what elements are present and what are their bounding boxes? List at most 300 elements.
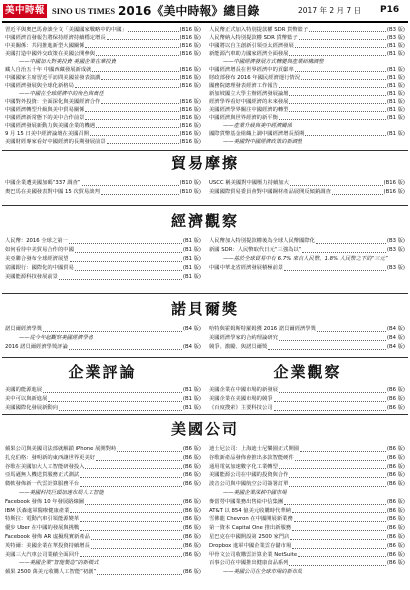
entry-page-ref: (B6 版) xyxy=(386,542,405,549)
dot-leader xyxy=(85,119,178,120)
entry-page-ref: (B1 版) xyxy=(182,265,201,271)
entry-title: 蘋果 2500 萬美元收購人工智能“初創” xyxy=(5,569,97,576)
dot-leader xyxy=(295,460,386,461)
toc-entry xyxy=(209,507,405,516)
dot-leader xyxy=(290,185,383,186)
entry-page-ref: (B6 版) xyxy=(182,481,201,488)
entry-page-ref: (B6 版) xyxy=(386,560,405,567)
toc-entry xyxy=(5,237,201,246)
dot-leader xyxy=(59,410,182,411)
toc-entry xyxy=(209,122,405,130)
entry-title: 中國經濟轉型升級與美中貿易關係 xyxy=(5,107,85,113)
toc-entry xyxy=(5,114,201,122)
toc-entry xyxy=(209,58,405,66)
entry-title: Facebook 發佈 10 年發展路線圖 xyxy=(5,498,85,505)
toc-entry xyxy=(209,515,405,524)
toc-entry xyxy=(5,273,201,282)
dot-leader xyxy=(117,451,182,452)
entry-title: 國際貨幣基金組織上調中國經濟增長預期 xyxy=(209,131,305,137)
newspaper-name-english: SINO US TIMES xyxy=(52,6,116,16)
dot-leader xyxy=(292,512,386,513)
section-divider xyxy=(2,293,408,294)
entry-title: IBM 沃森進軍醫療健康產業 xyxy=(5,507,70,514)
entry-title: 星巴克在中國開設第 2500 家門店 xyxy=(209,533,290,540)
toc-entry xyxy=(209,568,405,577)
entry-page-ref: (B4 版) xyxy=(386,326,405,332)
entry-title: 競爭、激勵、與諾貝爾獎 xyxy=(209,344,268,350)
dot-leader xyxy=(289,111,385,112)
column-right xyxy=(209,179,405,197)
dot-leader xyxy=(289,55,385,56)
entry-page-ref: (B16 版) xyxy=(179,35,201,41)
toc-entry xyxy=(209,264,405,273)
entry-page-ref: (B16 版) xyxy=(179,51,201,57)
entry-page-ref: (B3 版) xyxy=(386,27,405,33)
dot-leader xyxy=(299,39,386,40)
masthead xyxy=(0,0,410,21)
dot-leader xyxy=(284,270,386,271)
dot-leader xyxy=(284,504,386,505)
dot-leader xyxy=(268,349,386,350)
dot-leader xyxy=(101,103,178,104)
dot-leader xyxy=(316,243,386,244)
dot-leader xyxy=(302,252,385,253)
column-right xyxy=(209,26,405,146)
toc-entry xyxy=(5,524,201,533)
dot-leader xyxy=(75,87,179,88)
toc-entry xyxy=(5,106,201,114)
toc-entry xyxy=(209,343,405,352)
entry-title: 百事公司在中國推出健康食品系列 xyxy=(209,560,289,567)
dot-leader xyxy=(43,392,182,393)
entry-title: 2016 諾貝爾經濟學獎評論 xyxy=(5,344,68,350)
dot-leader xyxy=(101,194,179,195)
entry-page-ref: (B6 版) xyxy=(386,396,405,402)
toc-entry xyxy=(5,66,201,74)
entry-title: 新加坡國立大學主辦經濟發展論壇 xyxy=(209,91,289,97)
entry-page-ref: (B6 版) xyxy=(386,507,405,514)
entry-page-ref: (B16 版) xyxy=(179,123,201,129)
entry-page-ref: (B1 版) xyxy=(386,107,405,113)
column-left xyxy=(5,26,201,146)
entry-title: 美國國際貿易委員會對中國鋼材產品展開反傾銷調查 xyxy=(209,189,331,195)
toc-entry xyxy=(5,498,201,507)
toc-entry xyxy=(5,334,201,343)
dot-leader xyxy=(305,135,386,136)
entry-title: 中國經濟發展與全球化新格局 xyxy=(5,83,74,89)
column-right xyxy=(209,325,405,352)
entry-page-ref: (B6 版) xyxy=(386,533,405,540)
dot-leader xyxy=(101,79,178,80)
entry-title: 蘋果公司與美國司法部就解鎖 iPhone 展開對峙 xyxy=(5,446,117,452)
entry-page-ref: (B6 版) xyxy=(182,542,201,549)
dot-leader xyxy=(294,521,386,522)
entry-title: 扎克伯格：發明新的東西讓世界更美好 xyxy=(5,454,96,461)
dot-leader xyxy=(85,468,181,469)
toc-entry xyxy=(209,179,405,188)
toc-entry xyxy=(5,445,201,454)
entry-title: ——美國公司在全球市場的新布局 xyxy=(223,569,303,576)
entry-title: 人民幣納入特別提款權 SDR 貨幣籃子 xyxy=(209,35,298,41)
toc-entry xyxy=(5,82,201,90)
entry-page-ref: (B4 版) xyxy=(182,344,201,350)
dot-leader xyxy=(332,194,383,195)
entry-title: 人民幣加入特別提款權後為全球人民幣國際化 xyxy=(209,238,315,244)
entry-title: AT&T 以 854 億美元收購時代華納 xyxy=(209,507,291,514)
entry-title: 經濟學界看好中國經濟的未來發展 xyxy=(209,99,289,105)
entry-page-ref: (B4 版) xyxy=(182,326,201,332)
dot-leader xyxy=(91,539,182,540)
toc-entry xyxy=(5,559,201,568)
dot-leader xyxy=(70,512,181,513)
entry-title: 美國三大汽車公司業績全面回升 xyxy=(5,551,80,558)
dot-leader xyxy=(70,261,182,262)
section-heading-trade: 貿易摩擦 xyxy=(170,154,239,172)
entry-page-ref: (B3 版) xyxy=(386,265,405,271)
entry-page-ref: (B1 版) xyxy=(182,387,201,393)
dot-leader xyxy=(289,486,385,487)
dot-leader xyxy=(274,410,386,411)
toc-entry xyxy=(209,255,405,264)
toc-entry xyxy=(5,386,201,395)
entry-title: ——中國加大對美投資 美國企業在華投資 xyxy=(19,59,117,65)
dot-leader xyxy=(80,477,182,478)
toc-entry xyxy=(209,98,405,106)
toc-entry xyxy=(209,66,405,74)
entry-page-ref: (B16 版) xyxy=(179,75,201,81)
entry-title: 波音公司與中國航空公司簽署訂單 xyxy=(209,481,289,488)
section-heading-us-companies: 美國公司 xyxy=(170,420,239,438)
entry-page-ref: (B1 版) xyxy=(182,238,201,244)
dot-leader xyxy=(301,79,386,80)
toc-entry xyxy=(209,334,405,343)
toc-entry xyxy=(5,42,201,50)
entry-title: 美國經濟學家的合約理論研究 xyxy=(209,335,278,341)
toc-entry xyxy=(209,106,405,114)
entry-page-ref: (B6 版) xyxy=(386,551,405,558)
entry-page-ref: (B6 版) xyxy=(386,463,405,470)
section-nobel xyxy=(0,325,410,352)
entry-page-ref: (B1 版) xyxy=(182,256,201,262)
column-right xyxy=(209,445,405,577)
toc-entry xyxy=(5,74,201,82)
toc-entry xyxy=(5,395,201,404)
section-divider xyxy=(2,205,408,206)
entry-title: 谷歌在美國加大人工智能研發投入 xyxy=(5,463,85,470)
entry-title: 美國國際化發展新動向 xyxy=(5,405,58,411)
dot-leader xyxy=(107,143,179,144)
entry-page-ref: (B6 版) xyxy=(386,446,405,452)
entry-page-ref: (B10 版) xyxy=(179,180,201,186)
entry-page-ref: (B1 版) xyxy=(386,43,405,49)
dot-leader xyxy=(69,349,182,350)
entry-page-ref: (B6 版) xyxy=(386,454,405,461)
entry-page-ref: (B6 版) xyxy=(182,446,201,452)
dot-leader xyxy=(128,31,179,32)
dot-leader xyxy=(82,185,179,186)
section-us-companies xyxy=(0,445,410,578)
entry-title: 美國能源公司在中國的投資與合作 xyxy=(209,472,289,479)
entry-title: 《百度搜索》主要科技公司 xyxy=(209,405,273,411)
entry-title: 甲骨文公司收購雲計算企業 NetSuite xyxy=(209,551,298,558)
toc-entry xyxy=(5,58,201,66)
entry-title: 9 月 15 日美中經濟論壇在美國召開 xyxy=(5,131,90,137)
entry-page-ref: (B1 版) xyxy=(386,99,405,105)
entry-page-ref: (B16 版) xyxy=(179,139,201,145)
section-heading-economy: 經濟觀察 xyxy=(170,212,239,230)
toc-entry xyxy=(5,551,201,560)
entry-page-ref: (B10 版) xyxy=(179,189,201,195)
entry-title: 中國經濟發展新動力與美國企業的機遇 xyxy=(5,123,96,129)
toc-entry xyxy=(209,74,405,82)
entry-title: 雪佛龍 Chevron 在中國開展新業務 xyxy=(209,516,293,523)
entry-page-ref: (B6 版) xyxy=(386,525,405,532)
toc-entry xyxy=(209,524,405,533)
dot-leader xyxy=(96,460,182,461)
dot-leader xyxy=(75,252,182,253)
entry-page-ref: (B3 版) xyxy=(386,247,405,253)
entry-title: 中國企業遭美國加碼“337 調查” xyxy=(5,180,81,186)
dot-leader xyxy=(59,279,182,280)
toc-entry xyxy=(209,454,405,463)
entry-title: Dropbox 進軍中國企業雲存儲市場 xyxy=(209,542,292,549)
dot-leader xyxy=(298,556,386,557)
entry-page-ref: (B1 版) xyxy=(182,274,201,280)
entry-title: ——美國對中國經濟政策的新調整 xyxy=(223,139,303,145)
entry-title: Facebook 發佈 AR 虛擬現實新產品 xyxy=(5,533,90,540)
toc-entry xyxy=(5,454,201,463)
entry-title: 美中可以與新進展 xyxy=(5,396,48,402)
entry-page-ref: (B16 版) xyxy=(383,189,405,195)
dot-leader xyxy=(43,331,182,332)
toc-entry xyxy=(5,138,201,146)
column-right xyxy=(209,237,405,273)
dot-leader xyxy=(279,468,386,469)
dot-leader xyxy=(69,243,182,244)
dot-leader xyxy=(274,401,386,402)
entry-page-ref: (B16 版) xyxy=(179,27,201,33)
dot-leader xyxy=(96,127,178,128)
toc-entry xyxy=(5,188,201,197)
entry-page-ref: (B6 版) xyxy=(182,454,201,461)
toc-entry xyxy=(209,445,405,454)
toc-entry xyxy=(209,325,405,334)
toc-entry xyxy=(209,533,405,542)
entry-title: 通用電氣加速數字化工業轉型 xyxy=(209,463,278,470)
entry-title: ——中國經濟發展方式轉變與產業結構調整 xyxy=(223,59,324,65)
toc-entry xyxy=(5,542,201,551)
entry-page-ref: (B6 版) xyxy=(386,498,405,505)
toc-entry xyxy=(5,34,201,42)
dot-leader xyxy=(289,477,385,478)
entry-page-ref: (B1 版) xyxy=(386,67,405,73)
dot-leader xyxy=(85,47,178,48)
entry-title: 美國企業在中國市場的新發展 xyxy=(209,387,278,393)
entry-page-ref: (B1 版) xyxy=(386,131,405,137)
toc-entry xyxy=(209,480,405,489)
dot-leader xyxy=(48,401,181,402)
toc-entry xyxy=(5,568,201,577)
dot-leader xyxy=(295,47,386,48)
section-trade xyxy=(0,179,410,197)
section-heading-nobel: 諾貝爾獎 xyxy=(170,300,239,318)
entry-page-ref: (B16 版) xyxy=(179,115,201,121)
toc-entry xyxy=(209,386,405,395)
section-general xyxy=(0,26,410,146)
entry-title: 中國國家主席習近平訪問美國並發表演講 xyxy=(5,75,101,81)
entry-page-ref: (B16 版) xyxy=(179,83,201,89)
dot-leader xyxy=(107,39,179,40)
entry-title: 中國經濟新常態下的美中合作前景 xyxy=(5,115,85,121)
toc-entry xyxy=(5,90,201,98)
toc-entry xyxy=(5,122,201,130)
entry-page-ref: (B6 版) xyxy=(182,472,201,479)
dot-leader xyxy=(279,119,386,120)
entry-title: 亞馬遜無人機送貨服務正式測試 xyxy=(5,472,80,479)
entry-title: 中國中華北省經濟發展積極前景 xyxy=(209,265,284,271)
entry-title: 美國經濟學界關注中國經濟的轉型 xyxy=(209,107,289,113)
entry-title: 財政部發布 2016 年國民經濟運行情況 xyxy=(209,75,301,81)
entry-title: 藏人自治五十年 中國西藏發展新成就 xyxy=(5,67,92,73)
entry-page-ref: (B1 版) xyxy=(386,75,405,81)
toc-entry xyxy=(5,463,201,472)
entry-page-ref: (B6 版) xyxy=(182,498,201,505)
toc-entry xyxy=(5,255,201,264)
masthead-rule xyxy=(2,21,408,23)
entry-title: 微軟發佈新一代雲計算服務平台 xyxy=(5,481,80,488)
entry-title: 美國的能源進展 xyxy=(5,387,43,393)
dot-leader xyxy=(279,392,386,393)
entry-title: ——基於全球貿易中有 6.7% 來自人民幣，1.8% 人民幣之下的“三元” xyxy=(223,256,388,262)
entry-title: 美國能源科技發展前景 xyxy=(5,274,58,280)
entry-title: 迪士尼公司：上海迪士尼樂園正式開園 xyxy=(209,446,300,452)
toc-entry xyxy=(5,489,201,498)
dot-leader xyxy=(92,71,178,72)
dot-leader xyxy=(279,340,386,341)
entry-page-ref: (B1 版) xyxy=(182,396,201,402)
entry-title: 人民幣正式加入特別提款權 SDR 貨幣籃子 xyxy=(209,27,309,33)
entry-title: ——美國企業深耕中國市場 xyxy=(223,489,287,496)
entry-title: ——美國企業“智能製造”的新模式 xyxy=(19,560,99,567)
entry-page-ref: (B1 版) xyxy=(386,83,405,89)
toc-entry xyxy=(209,50,405,58)
entry-title: 麥當勞中國業務出售給中信集團 xyxy=(209,498,284,505)
entry-title: 第一資本 Capital One 推出新服務 xyxy=(209,525,292,532)
dot-leader xyxy=(97,574,182,575)
toc-entry xyxy=(209,404,405,413)
entry-page-ref: (B6 版) xyxy=(182,516,201,523)
entry-page-ref: (B6 版) xyxy=(182,525,201,532)
entry-title: ——產業升級與美中經濟關係 xyxy=(223,123,292,129)
toc-entry xyxy=(209,559,405,568)
entry-page-ref: (B16 版) xyxy=(383,180,405,186)
entry-title: 中國對外投資：全面深化與美國經濟合作 xyxy=(5,99,101,105)
toc-entry xyxy=(209,82,405,90)
toc-entry xyxy=(209,237,405,246)
toc-entry xyxy=(209,471,405,480)
toc-entry xyxy=(209,130,405,138)
toc-entry xyxy=(209,551,405,560)
newspaper-logo: 美中時報 xyxy=(4,5,45,16)
entry-page-ref: (B6 版) xyxy=(182,533,201,540)
dot-leader xyxy=(292,548,386,549)
dot-leader xyxy=(80,556,182,557)
toc-entry xyxy=(209,463,405,472)
entry-page-ref: (B6 版) xyxy=(182,463,201,470)
entry-page-ref: (B1 版) xyxy=(386,51,405,57)
entry-title: 美亞聯合發布全球經濟展望 xyxy=(5,256,69,262)
entry-page-ref: (B6 版) xyxy=(386,387,405,393)
dot-leader xyxy=(317,331,386,332)
dot-leader xyxy=(279,87,386,88)
toc-entry xyxy=(5,533,201,542)
toc-entry xyxy=(209,542,405,551)
section-divider xyxy=(2,357,408,358)
entry-title: 富國銀行：國際化的中國貿易 xyxy=(5,265,74,271)
toc-entry xyxy=(5,50,201,58)
dot-leader xyxy=(85,504,182,505)
column-left xyxy=(5,386,201,413)
dot-leader xyxy=(309,31,386,32)
dot-leader xyxy=(289,565,385,566)
entry-page-ref: (B3 版) xyxy=(386,35,405,41)
entry-page-ref: (B1 版) xyxy=(182,405,201,411)
entry-page-ref: (B16 版) xyxy=(179,67,201,73)
entry-page-ref: (B4 版) xyxy=(386,335,405,341)
toc-entry xyxy=(209,26,405,34)
toc-entry xyxy=(209,395,405,404)
entry-title: 諾貝爾經濟學獎 xyxy=(5,326,43,332)
entry-page-ref: (B1 版) xyxy=(386,115,405,121)
column-right xyxy=(209,386,405,413)
entry-page-ref: (B16 版) xyxy=(179,99,201,105)
section-economy xyxy=(0,237,410,282)
entry-title: 哈特與霍姆斯特羅姆獲 2016 諾貝爾經濟學獎 xyxy=(209,326,316,332)
entry-title: ——中國在全球經濟中的角色與責任 xyxy=(19,91,104,97)
dot-leader xyxy=(85,111,178,112)
dot-leader xyxy=(300,451,386,452)
entry-title: USCC 稱美國對中國壓力持續加大 xyxy=(209,180,289,186)
toc-entry xyxy=(209,90,405,98)
entry-title: 特斯拉：電動汽車引領能源變革 xyxy=(5,516,80,523)
section-heading-corporate-watch: 企業觀察 xyxy=(273,363,342,381)
toc-entry xyxy=(5,98,201,106)
entry-title: 中國將以自主創新引領亞太經濟發展 xyxy=(209,43,294,49)
toc-entry xyxy=(5,507,201,516)
toc-entry xyxy=(5,343,201,352)
dot-leader xyxy=(80,530,182,531)
entry-page-ref: (B4 版) xyxy=(386,344,405,350)
toc-entry xyxy=(5,480,201,489)
entry-page-ref: (B6 版) xyxy=(182,551,201,558)
dot-leader xyxy=(289,95,385,96)
issue-date: 2017 年 2 月 7 日 xyxy=(298,6,362,15)
section-heading-corporate-review: 企業評論 xyxy=(68,363,137,381)
dot-leader xyxy=(292,530,386,531)
dot-leader xyxy=(289,103,385,104)
section-divider xyxy=(2,414,408,415)
entry-page-ref: (B6 版) xyxy=(386,481,405,488)
dot-leader xyxy=(96,55,178,56)
toc-entry xyxy=(209,246,405,255)
entry-title: 英特爾：美國企業在華投資持續增長 xyxy=(5,542,90,549)
toc-entry xyxy=(5,264,201,273)
toc-entry xyxy=(209,114,405,122)
toc-entry xyxy=(5,179,201,188)
dot-leader xyxy=(295,71,386,72)
entry-title: 人民幣：2016 全球之第一 xyxy=(5,238,68,244)
entry-title: 國務院總理發表經濟工作報告 xyxy=(209,83,278,89)
